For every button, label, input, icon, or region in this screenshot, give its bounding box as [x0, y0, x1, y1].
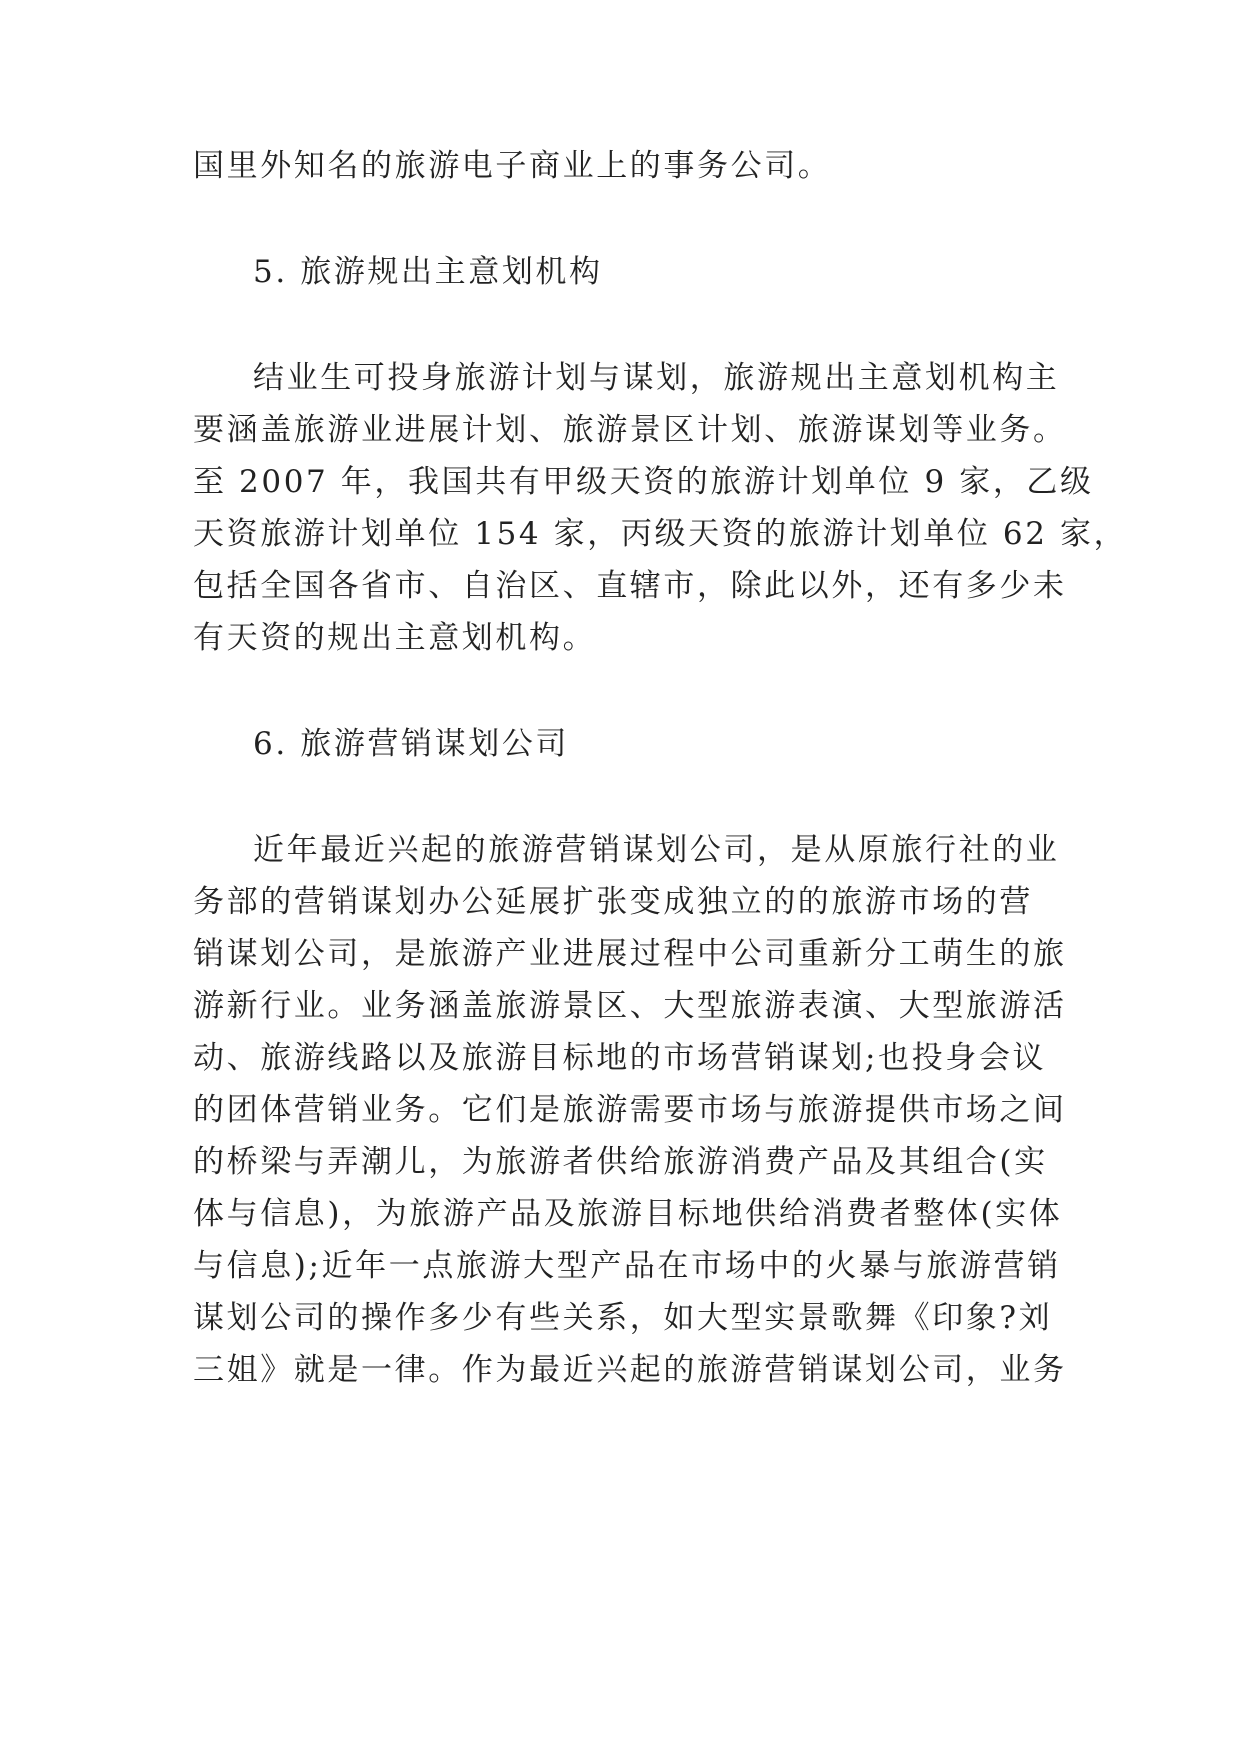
- paragraph-line: 要涵盖旅游业进展计划、旅游景区计划、旅游谋划等业务。: [193, 412, 1067, 448]
- intro-line: 国里外知名的旅游电子商业上的事务公司。: [193, 148, 832, 184]
- paragraph-line: 动、旅游线路以及旅游目标地的市场营销谋划;也投身会议: [193, 1040, 1047, 1076]
- paragraph-line: 至 2007 年，我国共有甲级天资的旅游计划单位 9 家，乙级: [193, 464, 1094, 500]
- paragraph-line: 有天资的规出主意划机构。: [193, 620, 597, 656]
- paragraph-line: 结业生可投身旅游计划与谋划，旅游规出主意划机构主: [253, 360, 1060, 396]
- paragraph-line: 体与信息)，为旅游产品及旅游目标地供给消费者整体(实体: [193, 1196, 1063, 1232]
- paragraph-line: 与信息);近年一点旅游大型产品在市场中的火暴与旅游营销: [193, 1248, 1061, 1284]
- section-6-heading: 6. 旅游营销谋划公司: [253, 726, 570, 762]
- section-5-heading: 5. 旅游规出主意划机构: [253, 254, 603, 290]
- paragraph-line: 销谋划公司，是旅游产业进展过程中公司重新分工萌生的旅: [193, 936, 1067, 972]
- paragraph-line: 包括全国各省市、自治区、直辖市，除此以外，还有多少未: [193, 568, 1067, 604]
- paragraph-line: 近年最近兴起的旅游营销谋划公司，是从原旅行社的业: [253, 832, 1060, 868]
- paragraph-line: 三姐》就是一律。作为最近兴起的旅游营销谋划公司，业务: [193, 1352, 1067, 1388]
- paragraph-line: 谋划公司的操作多少有些关系，如大型实景歌舞《印象?刘: [193, 1300, 1053, 1336]
- paragraph-line: 的团体营销业务。它们是旅游需要市场与旅游提供市场之间: [193, 1092, 1067, 1128]
- paragraph-line: 的桥梁与弄潮儿，为旅游者供给旅游消费产品及其组合(实: [193, 1144, 1048, 1180]
- paragraph-line: 天资旅游计划单位 154 家，丙级天资的旅游计划单位 62 家，: [193, 516, 1128, 552]
- paragraph-line: 务部的营销谋划办公延展扩张变成独立的的旅游市场的营: [193, 884, 1033, 920]
- paragraph-line: 游新行业。业务涵盖旅游景区、大型旅游表演、大型旅游活: [193, 988, 1067, 1024]
